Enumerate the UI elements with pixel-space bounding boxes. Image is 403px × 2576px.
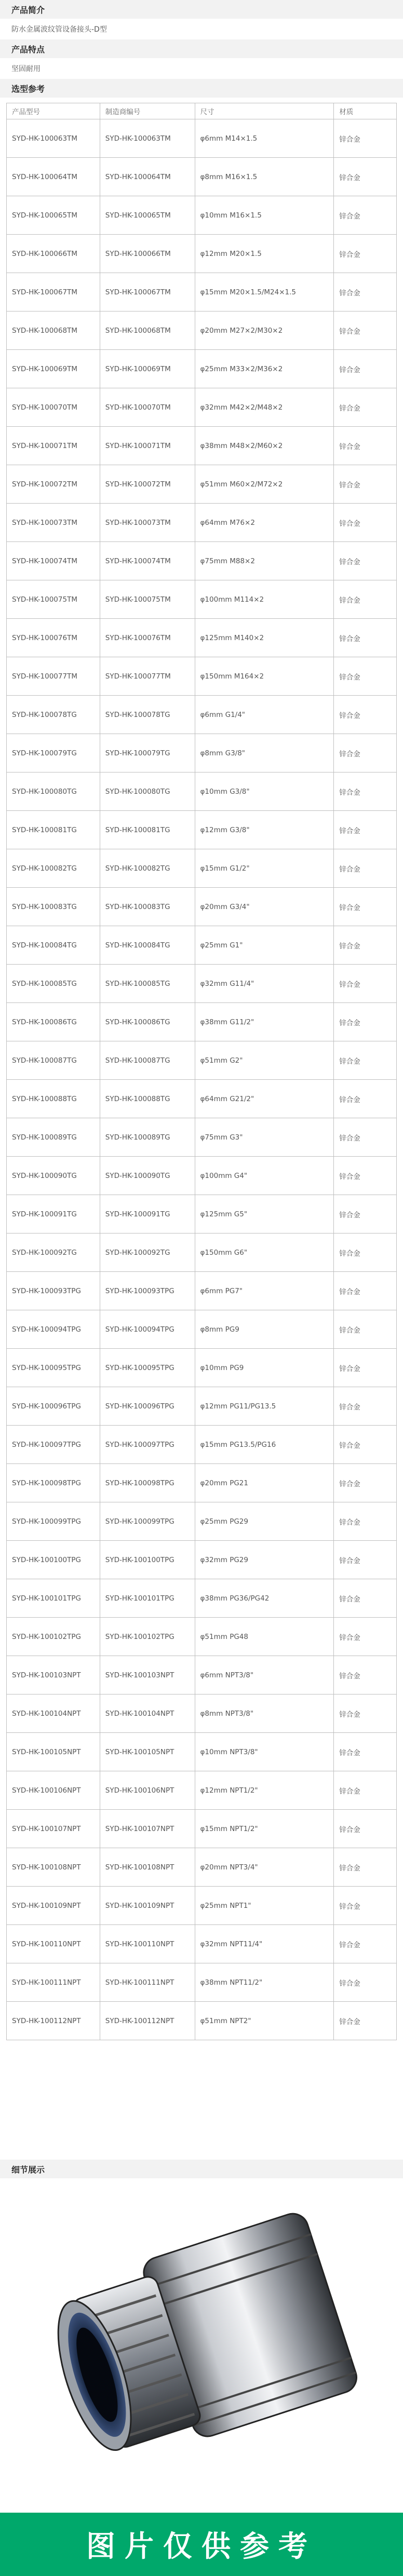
table-row — [7, 273, 397, 311]
cell-material: 锌合金 — [334, 465, 397, 504]
cell-size: φ15mm G1/2" — [195, 849, 334, 888]
cell-size: φ6mm G1/4" — [195, 696, 334, 734]
cell-size: φ15mm PG13.5/PG16 — [195, 1426, 334, 1464]
disclaimer-banner — [0, 2513, 403, 2576]
cell-size: φ15mm NPT1/2" — [195, 1810, 334, 1848]
table-row — [7, 1502, 397, 1541]
table-row — [7, 1464, 397, 1502]
cell-material: 锌合金 — [334, 657, 397, 696]
cell-material: 锌合金 — [334, 427, 397, 465]
cell-size: φ32mm M42×2/M48×2 — [195, 388, 334, 427]
cell-manufacturer-code: SYD-HK-100108NPT — [100, 1848, 195, 1887]
cell-model: SYD-HK-100084TG — [7, 926, 100, 965]
cell-manufacturer-code: SYD-HK-100103NPT — [100, 1656, 195, 1694]
cell-manufacturer-code: SYD-HK-100109NPT — [100, 1887, 195, 1925]
table-row — [7, 965, 397, 1003]
cell-material: 锌合金 — [334, 1502, 397, 1541]
table-row — [7, 580, 397, 619]
cell-manufacturer-code: SYD-HK-100093TPG — [100, 1272, 195, 1310]
cell-size: φ10mm PG9 — [195, 1349, 334, 1387]
cell-size: φ64mm G21/2" — [195, 1080, 334, 1118]
cell-size: φ12mm PG11/PG13.5 — [195, 1387, 334, 1426]
table-row — [7, 1118, 397, 1157]
cell-size: φ20mm G3/4" — [195, 888, 334, 926]
cell-size: φ10mm M16×1.5 — [195, 196, 334, 235]
cell-model: SYD-HK-100068TM — [7, 311, 100, 350]
table-row — [7, 1963, 397, 2002]
cell-material: 锌合金 — [334, 580, 397, 619]
cell-size: φ125mm G5" — [195, 1195, 334, 1233]
cell-material: 锌合金 — [334, 772, 397, 811]
cell-material: 锌合金 — [334, 1118, 397, 1157]
cell-model: SYD-HK-100100TPG — [7, 1541, 100, 1579]
cell-model: SYD-HK-100108NPT — [7, 1848, 100, 1887]
cell-model: SYD-HK-100103NPT — [7, 1656, 100, 1694]
cell-material: 锌合金 — [334, 1771, 397, 1810]
cell-size: φ12mm M20×1.5 — [195, 235, 334, 273]
cell-size: φ38mm NPT11/2" — [195, 1963, 334, 2002]
table-row — [7, 427, 397, 465]
cell-material: 锌合金 — [334, 119, 397, 158]
cell-size: φ10mm G3/8" — [195, 772, 334, 811]
cell-model: SYD-HK-100065TM — [7, 196, 100, 235]
cell-model: SYD-HK-100075TM — [7, 580, 100, 619]
cell-size: φ25mm G1" — [195, 926, 334, 965]
cell-manufacturer-code: SYD-HK-100068TM — [100, 311, 195, 350]
cell-model: SYD-HK-100090TG — [7, 1157, 100, 1195]
cell-model: SYD-HK-100082TG — [7, 849, 100, 888]
table-row — [7, 811, 397, 849]
cell-size: φ8mm G3/8" — [195, 734, 334, 772]
cell-size: φ8mm NPT3/8" — [195, 1694, 334, 1733]
cell-size: φ125mm M140×2 — [195, 619, 334, 657]
table-row — [7, 1003, 397, 1041]
cell-material: 锌合金 — [334, 388, 397, 427]
cell-model: SYD-HK-100080TG — [7, 772, 100, 811]
cell-manufacturer-code: SYD-HK-100075TM — [100, 580, 195, 619]
cell-manufacturer-code: SYD-HK-100094TPG — [100, 1310, 195, 1349]
cell-manufacturer-code: SYD-HK-100065TM — [100, 196, 195, 235]
cell-manufacturer-code: SYD-HK-100078TG — [100, 696, 195, 734]
cell-manufacturer-code: SYD-HK-100105NPT — [100, 1733, 195, 1771]
cell-material: 锌合金 — [334, 1272, 397, 1310]
cell-size: φ51mm PG48 — [195, 1618, 334, 1656]
cell-model: SYD-HK-100097TPG — [7, 1426, 100, 1464]
cell-manufacturer-code: SYD-HK-100088TG — [100, 1080, 195, 1118]
connector-image — [0, 2180, 403, 2513]
features-header: 产品特点 — [0, 39, 403, 58]
table-row — [7, 1349, 397, 1387]
cell-size: φ150mm G6" — [195, 1233, 334, 1272]
table-row — [7, 888, 397, 926]
cell-size: φ51mm NPT2" — [195, 2002, 334, 2040]
cell-manufacturer-code: SYD-HK-100081TG — [100, 811, 195, 849]
cell-manufacturer-code: SYD-HK-100073TM — [100, 504, 195, 542]
column-header: 制造商编号 — [100, 103, 195, 119]
cell-manufacturer-code: SYD-HK-100090TG — [100, 1157, 195, 1195]
cell-model: SYD-HK-100110NPT — [7, 1925, 100, 1963]
cell-material: 锌合金 — [334, 196, 397, 235]
cell-material: 锌合金 — [334, 1579, 397, 1618]
table-row — [7, 657, 397, 696]
cell-manufacturer-code: SYD-HK-100085TG — [100, 965, 195, 1003]
cell-material: 锌合金 — [334, 1080, 397, 1118]
disclaimer-text: 图片仅供参考 — [86, 2530, 317, 2564]
cell-material: 锌合金 — [334, 619, 397, 657]
cell-size: φ20mm PG21 — [195, 1464, 334, 1502]
features-section — [0, 39, 403, 79]
cell-model: SYD-HK-100066TM — [7, 235, 100, 273]
details-section — [0, 2160, 403, 2178]
table-header-row — [7, 103, 397, 119]
cell-size: φ32mm G11/4" — [195, 965, 334, 1003]
cell-size: φ6mm PG7" — [195, 1272, 334, 1310]
table-row — [7, 350, 397, 388]
cell-manufacturer-code: SYD-HK-100098TPG — [100, 1464, 195, 1502]
cell-material: 锌合金 — [334, 1464, 397, 1502]
cell-model: SYD-HK-100072TM — [7, 465, 100, 504]
cell-manufacturer-code: SYD-HK-100099TPG — [100, 1502, 195, 1541]
cell-manufacturer-code: SYD-HK-100107NPT — [100, 1810, 195, 1848]
table-row — [7, 158, 397, 196]
cell-manufacturer-code: SYD-HK-100097TPG — [100, 1426, 195, 1464]
cell-size: φ100mm M114×2 — [195, 580, 334, 619]
cell-model: SYD-HK-100088TG — [7, 1080, 100, 1118]
table-row — [7, 388, 397, 427]
table-row — [7, 1579, 397, 1618]
cell-manufacturer-code: SYD-HK-100080TG — [100, 772, 195, 811]
spec-table — [6, 103, 397, 2040]
cell-size: φ38mm M48×2/M60×2 — [195, 427, 334, 465]
cell-size: φ150mm M164×2 — [195, 657, 334, 696]
cell-model: SYD-HK-100095TPG — [7, 1349, 100, 1387]
table-row — [7, 1387, 397, 1426]
table-row — [7, 1541, 397, 1579]
cell-material: 锌合金 — [334, 1310, 397, 1349]
cell-manufacturer-code: SYD-HK-100072TM — [100, 465, 195, 504]
table-row — [7, 311, 397, 350]
cell-size: φ38mm G11/2" — [195, 1003, 334, 1041]
cell-size: φ12mm G3/8" — [195, 811, 334, 849]
table-row — [7, 1195, 397, 1233]
cell-material: 锌合金 — [334, 1694, 397, 1733]
cell-material: 锌合金 — [334, 350, 397, 388]
features-text: 坚固耐用 — [11, 65, 41, 73]
cell-model: SYD-HK-100094TPG — [7, 1310, 100, 1349]
cell-model: SYD-HK-100079TG — [7, 734, 100, 772]
cell-model: SYD-HK-100074TM — [7, 542, 100, 580]
intro-text: 防水金属波纹管设备接头-D型 — [11, 25, 107, 34]
cell-size: φ38mm PG36/PG42 — [195, 1579, 334, 1618]
cell-material: 锌合金 — [334, 696, 397, 734]
cell-size: φ51mm G2" — [195, 1041, 334, 1080]
cell-manufacturer-code: SYD-HK-100071TM — [100, 427, 195, 465]
cell-model: SYD-HK-100101TPG — [7, 1579, 100, 1618]
cell-model: SYD-HK-100112NPT — [7, 2002, 100, 2040]
cell-material: 锌合金 — [334, 811, 397, 849]
cell-material: 锌合金 — [334, 1963, 397, 2002]
cell-size: φ32mm PG29 — [195, 1541, 334, 1579]
table-row — [7, 772, 397, 811]
table-row — [7, 504, 397, 542]
cell-model: SYD-HK-100067TM — [7, 273, 100, 311]
cell-material: 锌合金 — [334, 1541, 397, 1579]
cell-size: φ15mm M20×1.5/M24×1.5 — [195, 273, 334, 311]
cell-model: SYD-HK-100099TPG — [7, 1502, 100, 1541]
cell-manufacturer-code: SYD-HK-100067TM — [100, 273, 195, 311]
cell-material: 锌合金 — [334, 504, 397, 542]
cell-model: SYD-HK-100093TPG — [7, 1272, 100, 1310]
cell-manufacturer-code: SYD-HK-100087TG — [100, 1041, 195, 1080]
cell-model: SYD-HK-100076TM — [7, 619, 100, 657]
cell-model: SYD-HK-100106NPT — [7, 1771, 100, 1810]
cell-material: 锌合金 — [334, 1157, 397, 1195]
cell-material: 锌合金 — [334, 1387, 397, 1426]
cell-size: φ64mm M76×2 — [195, 504, 334, 542]
table-row — [7, 1733, 397, 1771]
table-row — [7, 196, 397, 235]
cell-size: φ6mm NPT3/8" — [195, 1656, 334, 1694]
intro-section — [0, 0, 403, 39]
cell-model: SYD-HK-100102TPG — [7, 1618, 100, 1656]
cell-manufacturer-code: SYD-HK-100086TG — [100, 1003, 195, 1041]
cell-manufacturer-code: SYD-HK-100077TM — [100, 657, 195, 696]
cell-model: SYD-HK-100104NPT — [7, 1694, 100, 1733]
cell-material: 锌合金 — [334, 2002, 397, 2040]
cell-manufacturer-code: SYD-HK-100069TM — [100, 350, 195, 388]
cell-manufacturer-code: SYD-HK-100104NPT — [100, 1694, 195, 1733]
table-row — [7, 235, 397, 273]
cell-size: φ75mm M88×2 — [195, 542, 334, 580]
cell-material: 锌合金 — [334, 926, 397, 965]
cell-manufacturer-code: SYD-HK-100106NPT — [100, 1771, 195, 1810]
table-row — [7, 1694, 397, 1733]
cell-manufacturer-code: SYD-HK-100096TPG — [100, 1387, 195, 1426]
cell-model: SYD-HK-100096TPG — [7, 1387, 100, 1426]
cell-size: φ25mm PG29 — [195, 1502, 334, 1541]
cell-size: φ25mm NPT1" — [195, 1887, 334, 1925]
cell-material: 锌合金 — [334, 1925, 397, 1963]
table-row — [7, 1272, 397, 1310]
cell-model: SYD-HK-100092TG — [7, 1233, 100, 1272]
cell-material: 锌合金 — [334, 849, 397, 888]
table-body — [7, 119, 397, 2040]
table-row — [7, 465, 397, 504]
cell-model: SYD-HK-100086TG — [7, 1003, 100, 1041]
cell-manufacturer-code: SYD-HK-100066TM — [100, 235, 195, 273]
cell-manufacturer-code: SYD-HK-100083TG — [100, 888, 195, 926]
cell-manufacturer-code: SYD-HK-100091TG — [100, 1195, 195, 1233]
table-row — [7, 1887, 397, 1925]
cell-manufacturer-code: SYD-HK-100063TM — [100, 119, 195, 158]
cell-size: φ51mm M60×2/M72×2 — [195, 465, 334, 504]
cell-manufacturer-code: SYD-HK-100112NPT — [100, 2002, 195, 2040]
cell-model: SYD-HK-100063TM — [7, 119, 100, 158]
table-row — [7, 119, 397, 158]
cell-model: SYD-HK-100091TG — [7, 1195, 100, 1233]
cell-size: φ32mm NPT11/4" — [195, 1925, 334, 1963]
cell-model: SYD-HK-100105NPT — [7, 1733, 100, 1771]
cell-material: 锌合金 — [334, 1349, 397, 1387]
table-row — [7, 1041, 397, 1080]
cell-model: SYD-HK-100078TG — [7, 696, 100, 734]
column-header: 尺寸 — [195, 103, 334, 119]
cell-size: φ100mm G4" — [195, 1157, 334, 1195]
cell-manufacturer-code: SYD-HK-100076TM — [100, 619, 195, 657]
table-row — [7, 696, 397, 734]
table-row — [7, 2002, 397, 2040]
selection-header: 选型参考 — [0, 79, 403, 98]
cell-size: φ75mm G3" — [195, 1118, 334, 1157]
cell-model: SYD-HK-100089TG — [7, 1118, 100, 1157]
details-header: 细节展示 — [0, 2160, 403, 2178]
table-row — [7, 1157, 397, 1195]
table-row — [7, 542, 397, 580]
table-row — [7, 1426, 397, 1464]
cell-manufacturer-code: SYD-HK-100079TG — [100, 734, 195, 772]
table-row — [7, 1233, 397, 1272]
cell-size: φ12mm NPT1/2" — [195, 1771, 334, 1810]
cell-size: φ8mm PG9 — [195, 1310, 334, 1349]
cell-manufacturer-code: SYD-HK-100064TM — [100, 158, 195, 196]
cell-model: SYD-HK-100085TG — [7, 965, 100, 1003]
product-photo — [0, 2180, 403, 2518]
cell-material: 锌合金 — [334, 1810, 397, 1848]
cell-model: SYD-HK-100111NPT — [7, 1963, 100, 2002]
cell-material: 锌合金 — [334, 1041, 397, 1080]
cell-material: 锌合金 — [334, 158, 397, 196]
cell-model: SYD-HK-100107NPT — [7, 1810, 100, 1848]
table-row — [7, 619, 397, 657]
table-row — [7, 1656, 397, 1694]
cell-manufacturer-code: SYD-HK-100092TG — [100, 1233, 195, 1272]
intro-header: 产品简介 — [0, 0, 403, 19]
table-row — [7, 926, 397, 965]
cell-manufacturer-code: SYD-HK-100111NPT — [100, 1963, 195, 2002]
cell-manufacturer-code: SYD-HK-100082TG — [100, 849, 195, 888]
cell-material: 锌合金 — [334, 888, 397, 926]
cell-model: SYD-HK-100087TG — [7, 1041, 100, 1080]
cell-model: SYD-HK-100098TPG — [7, 1464, 100, 1502]
cell-model: SYD-HK-100081TG — [7, 811, 100, 849]
cell-size: φ25mm M33×2/M36×2 — [195, 350, 334, 388]
table-row — [7, 1080, 397, 1118]
cell-size: φ10mm NPT3/8" — [195, 1733, 334, 1771]
cell-model: SYD-HK-100073TM — [7, 504, 100, 542]
cell-model: SYD-HK-100083TG — [7, 888, 100, 926]
cell-model: SYD-HK-100069TM — [7, 350, 100, 388]
table-row — [7, 1310, 397, 1349]
table-row — [7, 1810, 397, 1848]
cell-manufacturer-code: SYD-HK-100074TM — [100, 542, 195, 580]
cell-material: 锌合金 — [334, 1618, 397, 1656]
cell-material: 锌合金 — [334, 1887, 397, 1925]
cell-material: 锌合金 — [334, 965, 397, 1003]
cell-material: 锌合金 — [334, 273, 397, 311]
cell-manufacturer-code: SYD-HK-100070TM — [100, 388, 195, 427]
table-row — [7, 1771, 397, 1810]
cell-material: 锌合金 — [334, 1848, 397, 1887]
table-row — [7, 1848, 397, 1887]
cell-material: 锌合金 — [334, 1233, 397, 1272]
cell-size: φ8mm M16×1.5 — [195, 158, 334, 196]
cell-model: SYD-HK-100077TM — [7, 657, 100, 696]
table-row — [7, 1618, 397, 1656]
cell-material: 锌合金 — [334, 1195, 397, 1233]
cell-material: 锌合金 — [334, 1003, 397, 1041]
cell-manufacturer-code: SYD-HK-100089TG — [100, 1118, 195, 1157]
cell-manufacturer-code: SYD-HK-100110NPT — [100, 1925, 195, 1963]
cell-model: SYD-HK-100109NPT — [7, 1887, 100, 1925]
cell-manufacturer-code: SYD-HK-100100TPG — [100, 1541, 195, 1579]
cell-material: 锌合金 — [334, 235, 397, 273]
cell-material: 锌合金 — [334, 542, 397, 580]
cell-material: 锌合金 — [334, 734, 397, 772]
column-header: 材质 — [334, 103, 397, 119]
cell-model: SYD-HK-100064TM — [7, 158, 100, 196]
cell-manufacturer-code: SYD-HK-100084TG — [100, 926, 195, 965]
cell-material: 锌合金 — [334, 1656, 397, 1694]
cell-manufacturer-code: SYD-HK-100102TPG — [100, 1618, 195, 1656]
cell-material: 锌合金 — [334, 311, 397, 350]
cell-model: SYD-HK-100071TM — [7, 427, 100, 465]
selection-section — [0, 79, 403, 2040]
table-row — [7, 1925, 397, 1963]
table-row — [7, 849, 397, 888]
cell-size: φ20mm NPT3/4" — [195, 1848, 334, 1887]
cell-material: 锌合金 — [334, 1426, 397, 1464]
cell-manufacturer-code: SYD-HK-100101TPG — [100, 1579, 195, 1618]
cell-size: φ20mm M27×2/M30×2 — [195, 311, 334, 350]
cell-material: 锌合金 — [334, 1733, 397, 1771]
cell-model: SYD-HK-100070TM — [7, 388, 100, 427]
cell-manufacturer-code: SYD-HK-100095TPG — [100, 1349, 195, 1387]
table-row — [7, 734, 397, 772]
cell-size: φ6mm M14×1.5 — [195, 119, 334, 158]
column-header: 产品型号 — [7, 103, 100, 119]
